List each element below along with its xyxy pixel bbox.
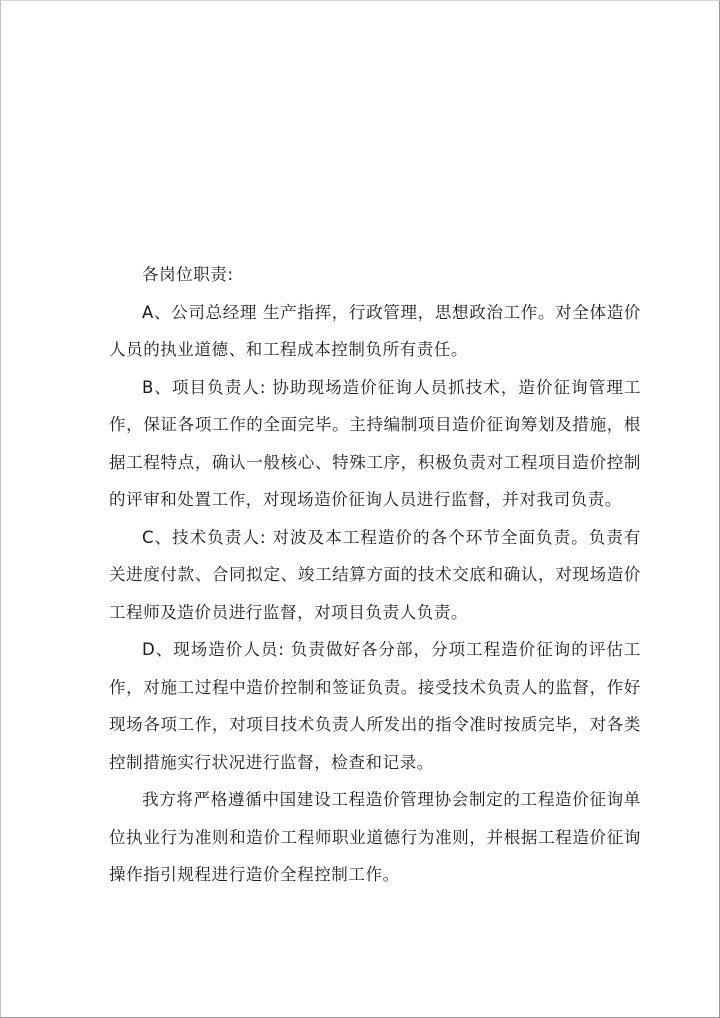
section-heading: 各岗位职责:: [142, 265, 234, 284]
paragraph-project-leader: B、项目负责人: 协助现场造价征询人员抓技术，造价征询管理工作，保证各项工作的全面完毕。主持编制项目造价征询筹划及措施，根据工程特点，确认一般核心、特殊工序，积极负责对工程项目造价控制的评审和处置工作，对现场造价征询人员进行监督，并对我司负责。: [109, 377, 641, 509]
paragraph-site-cost-staff: D、现场造价人员: 负责做好各分部，分项工程造价征询的评估工作，对施工过程中造价控制和签证负责。接受技术负责人的监督，作好现场各项工作，对项目技术负责人所发出的指令准时按质完毕，对各类控制措施实行状况进行监督，检查和记录。: [109, 640, 641, 772]
paragraph-commitment: 我方将严格遵循中国建设工程造价管理协会制定的工程造价征询单位执业行为准则和造价工程师职业道德行为准则，并根据工程造价征询操作指引规程进行造价全程控制工作。: [109, 790, 641, 884]
paragraph-general-manager: A、公司总经理 生产指挥，行政管理，思想政治工作。对全体造价人员的执业道德、和工程成本控制负所有责任。: [109, 302, 641, 359]
document-body: [109, 256, 641, 894]
paragraph-technical-leader: C、技术负责人: 对波及本工程造价的各个环节全面负责。负责有关进度付款、合同拟定、竣工结算方面的技术交底和确认，对现场造价工程师及造价员进行监督，对项目负责人负责。: [109, 527, 641, 622]
